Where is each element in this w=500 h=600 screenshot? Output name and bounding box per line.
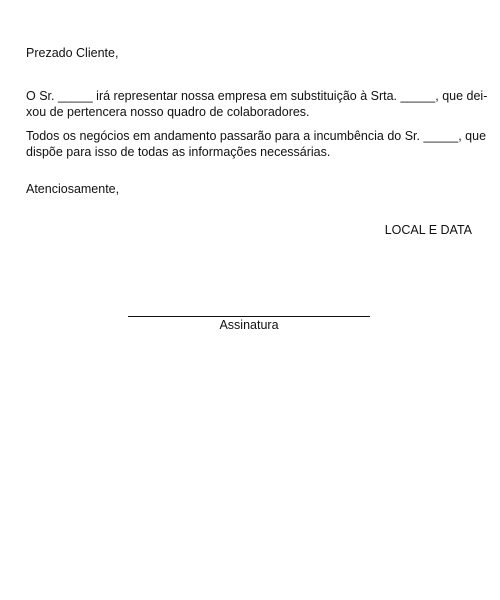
paragraph-line: O Sr. _____ irá representar nossa empresa em substituição à Srta. _____, que dei- <box>26 89 488 103</box>
letter-greeting: Prezado Cliente, <box>26 46 119 60</box>
signature-label: Assinatura <box>219 318 279 332</box>
letter-closing: Atenciosamente, <box>26 182 120 196</box>
paragraph-line: dispõe para isso de todas as informações necessárias. <box>26 145 331 159</box>
local-and-date: LOCAL E DATA <box>384 223 472 237</box>
paragraph-line: xou de pertencera nosso quadro de colaboradores. <box>26 105 310 119</box>
paragraph-substitution-notice <box>26 88 488 120</box>
paragraph-line: Todos os negócios em andamento passarão para a incumbência do Sr. _____, que <box>26 129 487 143</box>
paragraph-business-transfer <box>26 128 487 160</box>
